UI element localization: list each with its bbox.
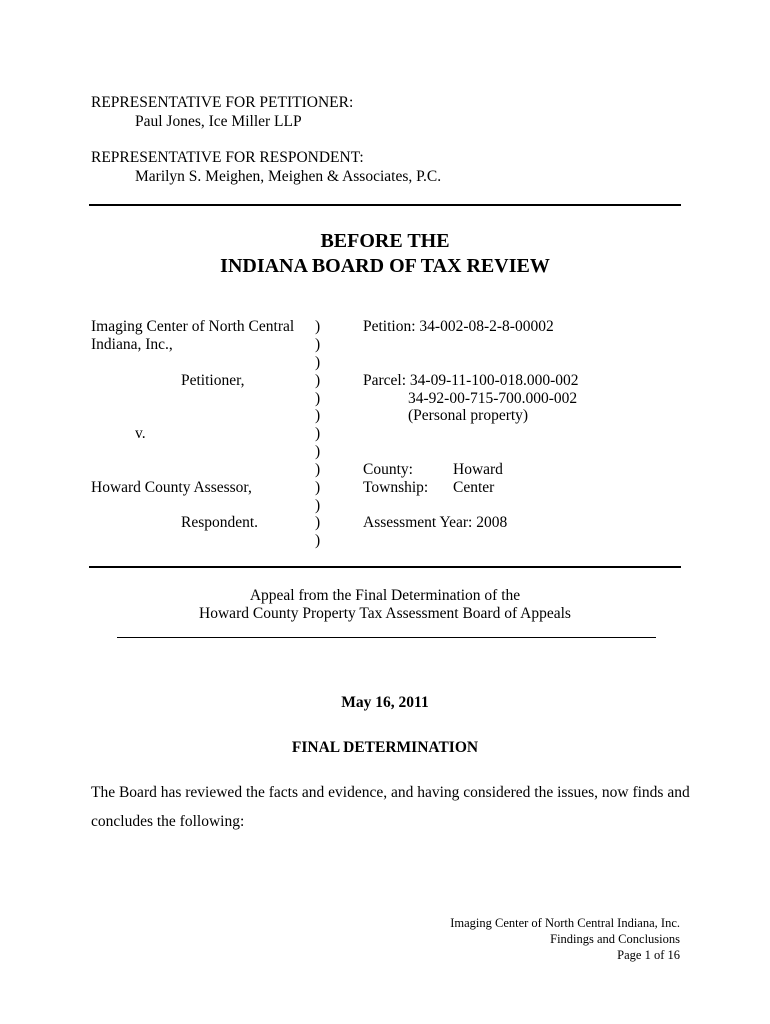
parcel-line-1: Parcel: 34-09-11-100-018.000-002 xyxy=(363,372,579,389)
respondent-representative-name: Marilyn S. Meighen, Meighen & Associates, P.C. xyxy=(135,168,442,185)
assessment-year: Assessment Year: 2008 xyxy=(363,514,508,531)
caption-paren: ) xyxy=(315,372,321,389)
petition-number: Petition: 34-002-08-2-8-00002 xyxy=(363,318,554,335)
appeal-line-1: Appeal from the Final Determination of the xyxy=(249,587,521,604)
respondent-name: Howard County Assessor, xyxy=(91,479,252,496)
caption-paren: ) xyxy=(315,318,321,335)
title-line-2: INDIANA BOARD OF TAX REVIEW xyxy=(220,255,550,277)
body-line-2: concludes the following: xyxy=(91,813,245,830)
caption-paren: ) xyxy=(315,425,321,442)
caption-paren: ) xyxy=(315,497,321,514)
petitioner-representative-name: Paul Jones, Ice Miller LLP xyxy=(135,113,302,130)
caption-paren: ) xyxy=(315,443,321,460)
county-value: Howard xyxy=(453,461,503,478)
caption-paren: ) xyxy=(315,514,321,531)
petitioner-role: Petitioner, xyxy=(181,372,245,389)
caption-paren: ) xyxy=(315,479,321,496)
appeal-line-2: Howard County Property Tax Assessment Board of Appeals xyxy=(199,605,571,622)
petitioner-name-line-2: Indiana, Inc., xyxy=(91,336,173,353)
caption-paren: ) xyxy=(315,336,321,353)
caption-divider xyxy=(89,566,681,568)
petitioner-representative-heading: REPRESENTATIVE FOR PETITIONER: xyxy=(91,94,354,111)
caption-paren: ) xyxy=(315,532,321,549)
appeal-underline xyxy=(117,637,656,638)
title-line-1: BEFORE THE xyxy=(320,230,450,252)
body-line-1: The Board has reviewed the facts and evidence, and having considered the issues, now finds and xyxy=(91,784,690,801)
top-divider xyxy=(89,204,681,206)
county-label: County: xyxy=(363,461,413,478)
caption-paren: ) xyxy=(315,354,321,371)
caption-paren: ) xyxy=(315,407,321,424)
parcel-line-2: 34-92-00-715-700.000-002 xyxy=(408,390,578,407)
caption-paren: ) xyxy=(315,461,321,478)
caption-paren: ) xyxy=(315,390,321,407)
decision-date: May 16, 2011 xyxy=(341,694,429,711)
respondent-representative-heading: REPRESENTATIVE FOR RESPONDENT: xyxy=(91,149,364,166)
parcel-line-3: (Personal property) xyxy=(408,407,529,424)
respondent-role: Respondent. xyxy=(181,514,259,531)
footer-page-number: Page 1 of 16 xyxy=(617,948,680,962)
versus: v. xyxy=(135,425,146,442)
petitioner-name-line-1: Imaging Center of North Central xyxy=(91,318,295,335)
footer-findings: Findings and Conclusions xyxy=(550,932,680,946)
final-determination-heading: FINAL DETERMINATION xyxy=(291,739,479,756)
township-label: Township: xyxy=(363,479,429,496)
township-value: Center xyxy=(453,479,495,496)
footer-case-name: Imaging Center of North Central Indiana, Inc. xyxy=(450,916,680,930)
